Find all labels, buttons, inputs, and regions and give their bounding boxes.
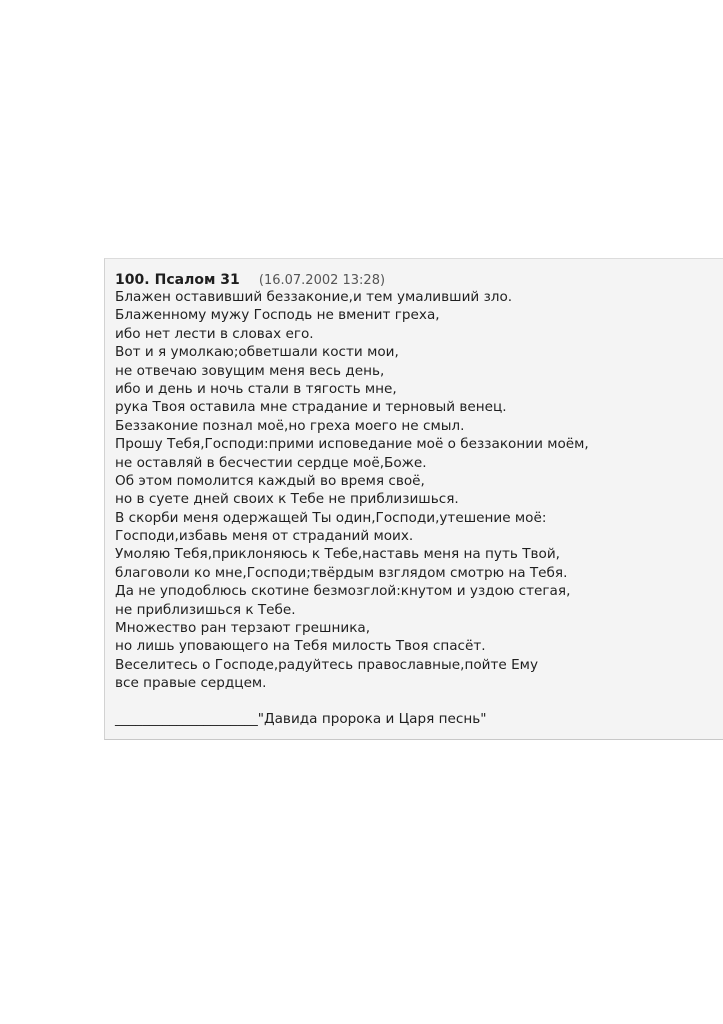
psalm-line: не оставляй в бесчестии сердце моё,Боже. [115, 454, 427, 471]
psalm-line: Прошу Тебя,Господи:прими исповедание моё о беззаконии моём, [115, 436, 589, 453]
psalm-line: все правые сердцем. [115, 675, 267, 692]
psalm-line: но лишь уповающего на Тебя милость Твоя спасёт. [115, 638, 486, 655]
psalm-line: Вот и я умолкаю;обветшали кости мои, [115, 344, 399, 361]
psalm-line: Об этом помолится каждый во время своё, [115, 472, 425, 489]
post-header [115, 269, 589, 288]
post-signature: _____________________"Давида пророка и Царя песнь" [115, 710, 487, 727]
post-title: Псалом 31 [154, 272, 240, 288]
psalm-line: В скорби меня одержащей Ты один,Господи,утешение моё: [115, 509, 547, 526]
psalm-line: рука Твоя оставила мне страдание и терновый венец. [115, 399, 507, 416]
post-date: (16.07.2002 13:28) [258, 273, 386, 288]
psalm-line: благоволи ко мне,Господи;твёрдым взглядом смотрю на Тебя. [115, 564, 568, 581]
psalm-post-content [115, 269, 589, 728]
psalm-line: Множество ран терзают грешника, [115, 620, 371, 637]
psalm-line: Беззаконие познал моё,но греха моего не смыл. [115, 417, 465, 434]
psalm-line: Умоляю Тебя,приклоняюсь к Тебе,наставь меня на путь Твой, [115, 546, 560, 563]
psalm-line: Веселитесь о Господе,радуйтесь православные,пойте Ему [115, 656, 538, 673]
psalm-line: Блаженному мужу Господь не вменит греха, [115, 307, 440, 324]
post-number: 100. [115, 272, 150, 288]
psalm-line: но в суете дней своих к Тебе не приблизишься. [115, 491, 459, 508]
psalm-post-panel [104, 258, 723, 740]
psalm-line: ибо и день и ночь стали в тягость мне, [115, 380, 397, 397]
psalm-line: Господи,избавь меня от страданий моих. [115, 528, 414, 545]
psalm-line: не приблизишься к Тебе. [115, 601, 296, 618]
psalm-text [115, 288, 589, 693]
psalm-line: не отвечаю зовущим меня весь день, [115, 362, 385, 379]
psalm-line: Блажен оставивший беззаконие,и тем умаливший зло. [115, 289, 513, 305]
psalm-line: Да не уподоблюсь скотине безмозглой:кнутом и уздою стегая, [115, 583, 571, 600]
psalm-line: ибо нет лести в словах его. [115, 325, 314, 342]
